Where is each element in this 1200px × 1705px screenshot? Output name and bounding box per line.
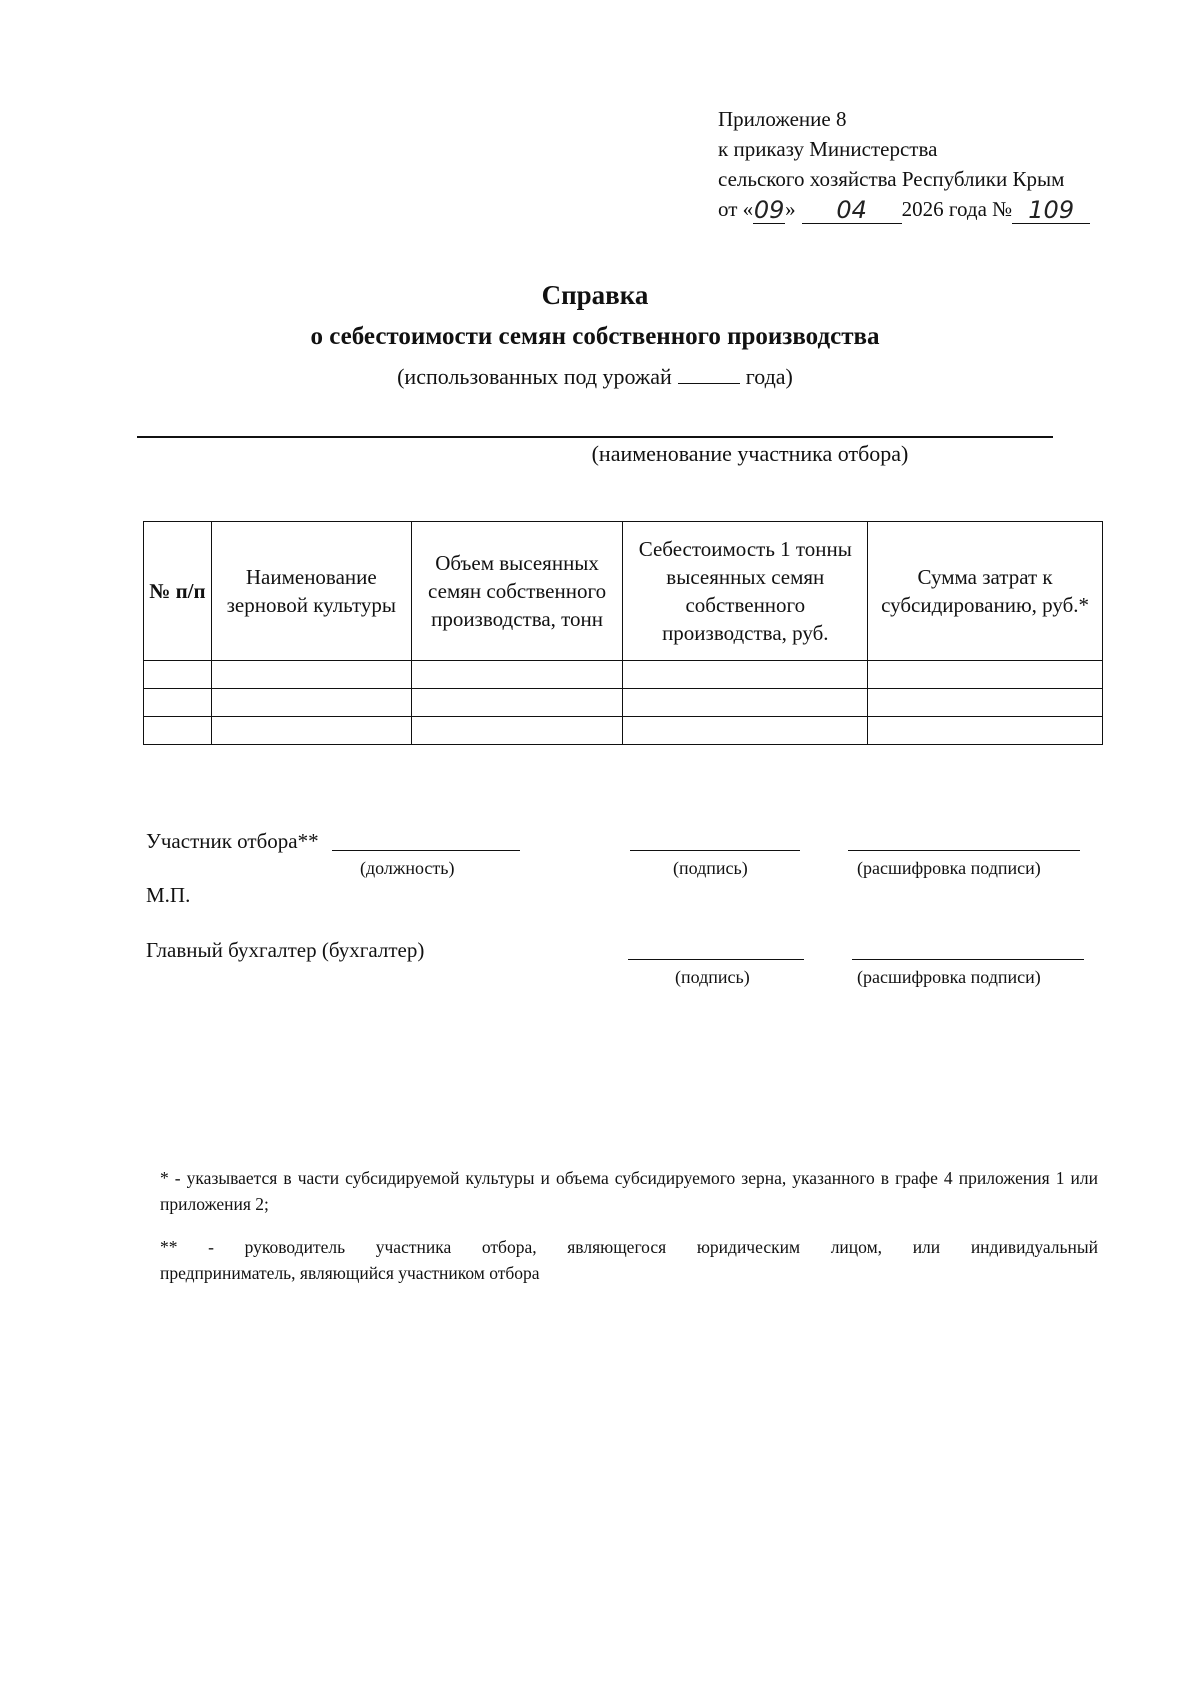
table-cell[interactable] xyxy=(623,689,868,717)
appendix-block xyxy=(718,104,1090,224)
harvest-year-line xyxy=(0,364,1190,390)
date-year-text: 2026 года № xyxy=(901,197,1013,221)
document-subtitle: о себестоимости семян собственного производства xyxy=(310,323,880,350)
table-cell[interactable] xyxy=(211,661,411,689)
appendix-title: Приложение 8 xyxy=(718,107,847,131)
table-cell[interactable] xyxy=(144,689,212,717)
participant-label: Участник отбора** xyxy=(146,829,319,853)
signature-caption: (подпись) xyxy=(673,858,748,878)
table-cell[interactable] xyxy=(144,661,212,689)
stamp-label: М.П. xyxy=(146,883,191,907)
accountant-label: Главный бухгалтер (бухгалтер) xyxy=(146,938,425,962)
footnote-double-asterisk-line1: ** - руководитель участника отбора, являющегося юридическим лицом, или индивидуальный xyxy=(160,1237,1098,1257)
seed-cost-table xyxy=(143,521,1103,745)
footnote-double-asterisk xyxy=(160,1234,1098,1286)
table-cell[interactable] xyxy=(144,717,212,745)
table-cell[interactable] xyxy=(411,661,623,689)
participant-position-field[interactable] xyxy=(332,850,520,851)
table-row xyxy=(144,717,1103,745)
handwritten-month: 04 xyxy=(802,197,902,224)
col-header-cost-per-ton: Себестоимость 1 тонны высеянных семян собственного производства, руб. xyxy=(623,522,868,661)
col-header-seed-volume: Объем высеянных семян собственного производства, тонн xyxy=(411,522,623,661)
participant-name-caption: (наименование участника отбора) xyxy=(591,441,909,466)
participant-signature-field[interactable] xyxy=(630,850,800,851)
table-cell[interactable] xyxy=(211,689,411,717)
document-title: Справка xyxy=(541,280,649,310)
participant-decoding-field[interactable] xyxy=(848,850,1080,851)
accountant-signature-caption: (подпись) xyxy=(675,967,750,987)
date-prefix: от « xyxy=(718,197,754,221)
harvest-year-field[interactable] xyxy=(678,365,740,384)
accountant-signature-field[interactable] xyxy=(628,959,804,960)
table-cell[interactable] xyxy=(211,717,411,745)
col-header-number: № п/п xyxy=(144,522,212,661)
table-cell[interactable] xyxy=(868,661,1103,689)
participant-name-field[interactable] xyxy=(137,436,1053,438)
col-header-subsidy-sum: Сумма затрат к субсидированию, руб.* xyxy=(868,522,1103,661)
table-cell[interactable] xyxy=(868,689,1103,717)
table-cell[interactable] xyxy=(623,661,868,689)
accountant-decoding-field[interactable] xyxy=(852,959,1084,960)
handwritten-order-number: 109 xyxy=(1012,197,1090,224)
appendix-order-ref: к приказу Министерства xyxy=(718,137,938,161)
footnote-single-asterisk: * - указывается в части субсидируемой культуры и объема субсидируемого зерна, указанного в графе 4 приложения 1 или приложения 2; xyxy=(160,1168,1098,1214)
table-cell[interactable] xyxy=(411,717,623,745)
accountant-decoding-caption: (расшифровка подписи) xyxy=(857,967,1041,987)
table-cell[interactable] xyxy=(411,689,623,717)
appendix-ministry: сельского хозяйства Республики Крым xyxy=(718,167,1065,191)
table-row xyxy=(144,661,1103,689)
date-day-close: » xyxy=(785,197,796,221)
harvest-prefix: (использованных под урожай xyxy=(397,364,672,389)
table-cell[interactable] xyxy=(623,717,868,745)
handwritten-day: 09 xyxy=(753,196,785,224)
decoding-caption: (расшифровка подписи) xyxy=(857,858,1041,878)
table-header-row xyxy=(144,522,1103,661)
table-cell[interactable] xyxy=(868,717,1103,745)
position-caption: (должность) xyxy=(360,858,455,878)
appendix-date-line xyxy=(718,194,1090,224)
footnote-double-asterisk-line2: предприниматель, являющийся участником отбора xyxy=(160,1263,540,1283)
col-header-crop-name: Наименование зерновой культуры xyxy=(211,522,411,661)
table-row xyxy=(144,689,1103,717)
harvest-suffix: года) xyxy=(745,364,793,389)
